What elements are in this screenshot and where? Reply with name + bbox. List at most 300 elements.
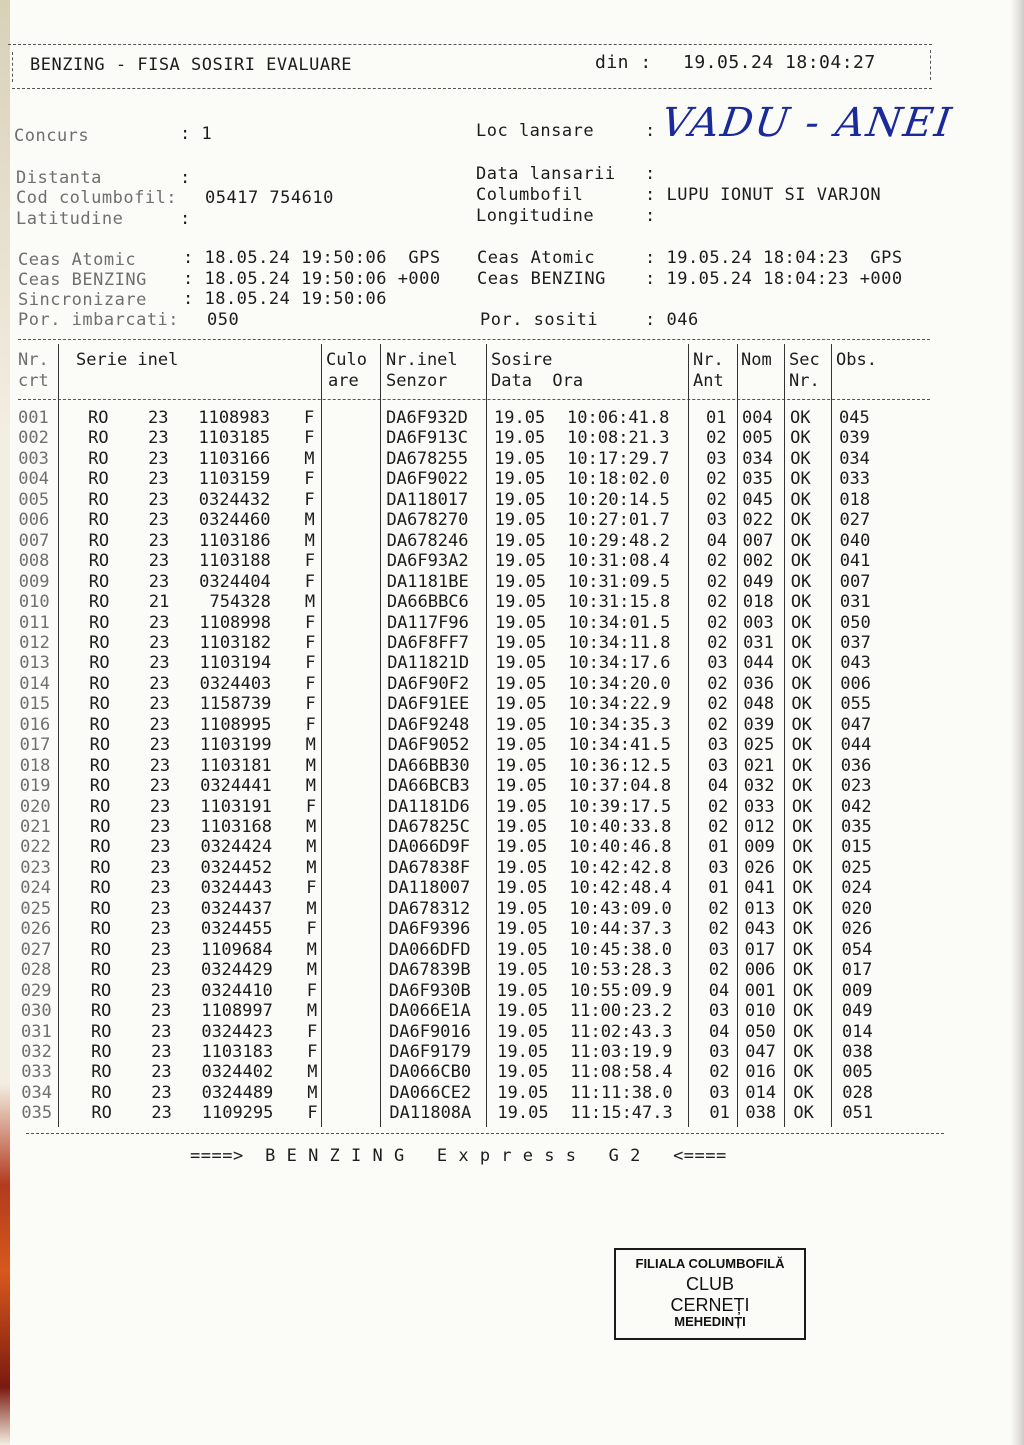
table-row	[0, 674, 1024, 695]
ceas-atomic-left-label: Ceas Atomic	[18, 250, 137, 270]
table-row	[0, 940, 1024, 961]
cell-sec-status: OK	[790, 592, 812, 613]
cell-nr-ant: 02	[707, 796, 729, 817]
cell-arrival-date: 19.05	[497, 1062, 549, 1083]
cell-ring-number: 0324441	[200, 776, 272, 797]
cell-nr-ant: 03	[708, 1001, 730, 1022]
cell-nr-ant: 04	[706, 530, 728, 551]
cell-sex: M	[305, 776, 317, 797]
cell-year: 23	[150, 939, 172, 960]
cell-country: RO	[90, 817, 111, 837]
table-row	[0, 715, 1024, 736]
cell-ring-number: 0324424	[200, 837, 273, 858]
cell-sex: F	[304, 489, 315, 510]
cell-obs: 031	[839, 592, 871, 613]
table-header-rule	[18, 399, 930, 400]
cell-sex: F	[307, 1103, 318, 1124]
cell-ring-number: 0324403	[199, 673, 272, 694]
table-bottom-rule	[26, 1133, 944, 1134]
cell-sex: F	[306, 919, 317, 940]
cell-nom: 009	[744, 837, 775, 858]
cell-obs: 017	[841, 960, 873, 981]
cell-nr-ant: 02	[706, 489, 727, 510]
cell-arrival-time: 10:36:12.5	[568, 755, 672, 776]
cell-nr-ant: 02	[707, 694, 728, 715]
cell-obs: 043	[840, 653, 871, 674]
cell-sensor: DA6F913C	[386, 428, 468, 449]
cell-sec-status: OK	[793, 1021, 814, 1042]
cell-nr-crt: 001	[18, 408, 49, 428]
cell-nom: 036	[743, 673, 775, 694]
ceas-atomic-right-label: Ceas Atomic	[477, 248, 596, 268]
cell-sensor: DA066D9F	[388, 837, 470, 858]
cell-obs: 044	[840, 735, 872, 756]
cell-arrival-date: 19.05	[496, 919, 548, 940]
cell-obs: 036	[840, 755, 872, 776]
table-row	[0, 613, 1024, 634]
cell-nr-crt: 026	[20, 919, 52, 940]
cell-sex: F	[305, 612, 316, 633]
cell-nom: 038	[745, 1103, 777, 1124]
cell-sec-status: OK	[792, 1001, 814, 1022]
cell-ring-number: 0324437	[200, 898, 273, 919]
cell-arrival-time: 10:45:38.0	[569, 939, 672, 960]
data-lansarii-label: Data lansarii	[476, 164, 616, 184]
cell-country: RO	[91, 1082, 112, 1103]
cell-country: RO	[88, 489, 109, 510]
table-row	[0, 572, 1024, 593]
cod-columbofil-value: 05417 754610	[205, 188, 334, 208]
cell-arrival-time: 11:03:19.9	[570, 1041, 673, 1062]
cell-arrival-time: 10:20:14.5	[567, 489, 670, 510]
cell-obs: 042	[840, 796, 872, 817]
cell-sensor: DA678255	[386, 448, 469, 469]
cell-arrival-date: 19.05	[495, 796, 548, 817]
cell-nom: 022	[742, 510, 774, 531]
cell-sex: M	[306, 939, 317, 960]
cell-arrival-time: 11:02:43.3	[570, 1021, 673, 1042]
cell-sex: M	[304, 448, 315, 469]
cell-sensor: DA678312	[388, 898, 471, 919]
cell-nr-ant: 01	[706, 408, 727, 428]
cell-obs: 040	[839, 530, 871, 551]
cell-arrival-date: 19.05	[495, 653, 547, 674]
cell-sex: M	[307, 1082, 318, 1103]
cell-arrival-date: 19.05	[494, 571, 546, 592]
cell-arrival-time: 11:00:23.2	[569, 1001, 673, 1022]
cell-arrival-date: 19.05	[496, 878, 548, 899]
th-nrant-1: Nr.	[693, 350, 724, 370]
cell-nr-crt: 016	[19, 714, 51, 735]
loc-lansare-label: Loc lansare	[476, 121, 595, 141]
cell-arrival-date: 19.05	[495, 755, 547, 776]
cell-year: 23	[150, 919, 171, 940]
cell-year: 23	[149, 714, 170, 735]
cell-sensor: DA066E1A	[388, 1001, 471, 1022]
cell-nr-ant: 03	[706, 510, 727, 531]
cell-ring-number: 1103166	[198, 448, 271, 469]
cell-nr-ant: 03	[707, 755, 729, 776]
cell-year: 21	[148, 592, 170, 613]
cell-obs: 047	[840, 714, 872, 735]
cell-sec-status: OK	[791, 694, 812, 715]
cell-year: 23	[149, 653, 170, 674]
cell-sex: F	[306, 980, 318, 1001]
cell-arrival-date: 19.05	[495, 714, 547, 735]
ceas-benzing-right-label: Ceas BENZING	[477, 269, 606, 289]
cell-nr-ant: 01	[708, 837, 729, 858]
cell-nom: 031	[743, 632, 774, 653]
concurs-value: : 1	[180, 124, 213, 144]
cell-arrival-date: 19.05	[496, 1001, 549, 1022]
cell-nom: 050	[745, 1021, 776, 1042]
cell-sex: F	[304, 408, 315, 428]
cell-sec-status: OK	[790, 530, 812, 551]
th-culoare-2: are	[328, 371, 359, 391]
cell-ring-number: 1108997	[201, 1001, 273, 1022]
cell-arrival-time: 10:39:17.5	[568, 796, 672, 817]
cell-sex: M	[305, 755, 316, 776]
cell-year: 23	[151, 1103, 172, 1124]
cell-nr-ant: 02	[708, 919, 729, 940]
cell-sec-status: OK	[793, 1082, 814, 1103]
cell-country: RO	[90, 857, 111, 878]
cell-country: RO	[90, 1001, 112, 1022]
cell-arrival-time: 10:27:01.7	[567, 510, 670, 531]
cell-ring-number: 0324402	[201, 1062, 274, 1083]
cell-year: 23	[149, 776, 171, 797]
cell-nr-ant: 03	[707, 735, 729, 756]
cell-nr-crt: 032	[21, 1041, 52, 1062]
cell-country: RO	[90, 919, 111, 940]
cell-sensor: DA6F91EE	[387, 694, 470, 715]
cell-sec-status: OK	[791, 735, 813, 756]
cell-year: 23	[150, 857, 171, 878]
stamp-line-2: CLUB	[685, 1273, 734, 1294]
cell-year: 23	[150, 837, 171, 858]
cell-sec-status: OK	[791, 632, 812, 653]
cell-year: 23	[148, 551, 170, 572]
cell-nom: 014	[745, 1082, 777, 1103]
cell-nr-crt: 006	[18, 510, 50, 531]
cell-ring-number: 1103199	[199, 735, 272, 756]
cell-year: 23	[148, 408, 169, 428]
cell-nr-ant: 02	[706, 469, 727, 490]
cell-nr-ant: 04	[708, 980, 730, 1001]
cell-year: 23	[151, 1041, 172, 1062]
cell-arrival-time: 10:53:28.3	[569, 960, 673, 981]
cell-sensor: DA66BBC6	[386, 592, 469, 613]
th-obs: Obs.	[836, 350, 877, 370]
table-row	[0, 694, 1024, 715]
cell-arrival-time: 10:37:04.8	[568, 776, 672, 797]
table-row	[0, 449, 1024, 470]
cell-ring-number: 0324460	[198, 510, 271, 531]
cell-arrival-time: 10:34:22.9	[568, 694, 671, 715]
cell-nom: 034	[742, 448, 773, 469]
loc-lansare-colon: :	[645, 121, 656, 141]
cell-ring-number: 0324429	[201, 960, 273, 981]
stamp-line-1: FILIALA COLUMBOFILĂ	[635, 1256, 785, 1271]
cell-arrival-time: 10:34:35.3	[568, 714, 671, 735]
cell-sensor: DA6F9052	[387, 735, 470, 756]
cell-nom: 043	[744, 919, 776, 940]
cell-arrival-date: 19.05	[494, 428, 546, 449]
por-imbarcati-value: 050	[207, 310, 240, 330]
cell-sex: F	[307, 1041, 318, 1062]
cell-nr-crt: 014	[19, 673, 51, 694]
cell-country: RO	[88, 592, 110, 613]
table-row	[0, 428, 1024, 449]
cell-nr-crt: 033	[21, 1062, 52, 1083]
cell-nr-ant: 02	[707, 714, 728, 735]
cell-obs: 006	[840, 673, 872, 694]
cell-nom: 049	[742, 571, 774, 592]
footer-brand: ====> B E N Z I N G E x p r e s s G 2 <====	[190, 1146, 727, 1166]
cell-arrival-date: 19.05	[496, 817, 548, 837]
cell-country: RO	[88, 408, 109, 428]
cell-year: 23	[148, 510, 169, 531]
table-row	[0, 919, 1024, 940]
cell-country: RO	[88, 571, 110, 592]
cell-country: RO	[88, 551, 110, 572]
cell-arrival-time: 11:08:58.4	[570, 1062, 673, 1083]
cell-arrival-date: 19.05	[496, 857, 548, 878]
table-row	[0, 878, 1024, 899]
cell-obs: 025	[841, 857, 872, 878]
cell-nr-ant: 02	[709, 1062, 730, 1083]
cell-arrival-time: 11:11:38.0	[570, 1082, 673, 1103]
latitudine-label: Latitudine	[16, 209, 124, 229]
cell-ring-number: 0324432	[198, 489, 271, 510]
cell-nr-crt: 029	[20, 980, 52, 1001]
table-row	[0, 1103, 1024, 1124]
report-date-value: 19.05.24 18:04:27	[683, 52, 876, 73]
distanta-label: Distanta	[16, 168, 102, 188]
cell-sex: M	[307, 1062, 318, 1083]
cell-sex: F	[305, 673, 316, 694]
cell-nr-crt: 015	[19, 694, 51, 715]
cell-obs: 015	[841, 837, 872, 858]
table-row	[0, 797, 1024, 818]
cell-year: 23	[148, 469, 169, 490]
cell-year: 23	[149, 796, 171, 817]
cell-nr-ant: 02	[708, 817, 729, 837]
table-row	[0, 653, 1024, 674]
header-right-rule	[930, 50, 931, 80]
cell-obs: 041	[839, 551, 871, 572]
cell-ring-number: 1103186	[198, 530, 271, 551]
cell-nr-crt: 019	[19, 776, 51, 797]
cell-ring-number: 1109295	[201, 1103, 274, 1124]
cell-arrival-date: 19.05	[497, 1082, 549, 1103]
cell-nr-crt: 017	[19, 735, 51, 756]
cell-nr-crt: 004	[18, 469, 50, 490]
cell-sensor: DA6F9248	[387, 714, 470, 735]
cell-obs: 027	[839, 510, 871, 531]
cell-sensor: DA066DFD	[388, 939, 471, 960]
cell-obs: 014	[842, 1021, 873, 1042]
cell-arrival-time: 10:55:09.9	[569, 980, 673, 1001]
ceas-benzing-left-label: Ceas BENZING	[18, 270, 147, 290]
cell-arrival-time: 10:40:33.8	[569, 817, 672, 837]
cell-sex: M	[305, 735, 316, 756]
cell-ring-number: 1103194	[199, 653, 272, 674]
cell-arrival-date: 19.05	[496, 898, 548, 919]
cell-year: 23	[149, 755, 171, 776]
loc-lansare-handwritten: VADU - ANEI	[658, 100, 956, 146]
cell-year: 23	[148, 530, 170, 551]
cell-sensor: DA066CB0	[389, 1062, 472, 1083]
club-stamp	[614, 1248, 806, 1340]
cell-nom: 047	[745, 1041, 776, 1062]
cell-nr-ant: 03	[708, 939, 730, 960]
cell-arrival-time: 10:06:41.8	[567, 408, 670, 428]
cell-nr-ant: 02	[707, 612, 728, 633]
cell-nr-crt: 009	[18, 571, 50, 592]
cell-sensor: DA1181BE	[386, 571, 469, 592]
cell-year: 23	[149, 673, 170, 694]
table-row	[0, 469, 1024, 490]
cell-sec-status: OK	[791, 755, 813, 776]
cell-obs: 024	[841, 878, 873, 899]
cell-nom: 021	[743, 755, 775, 776]
cell-sex: M	[304, 510, 315, 531]
cell-sensor: DA6F8FF7	[387, 632, 469, 653]
cell-country: RO	[89, 673, 110, 694]
cell-country: RO	[89, 735, 111, 756]
cell-ring-number: 0324455	[200, 919, 273, 940]
table-row	[0, 510, 1024, 531]
cell-sex: F	[304, 428, 315, 449]
cell-nr-crt: 003	[18, 448, 49, 469]
cell-year: 23	[150, 878, 171, 899]
cell-sex: F	[305, 632, 316, 653]
cell-ring-number: 0324410	[201, 980, 273, 1001]
cell-country: RO	[90, 980, 112, 1001]
cell-ring-number: 0324489	[201, 1082, 274, 1103]
cell-arrival-time: 11:15:47.3	[570, 1103, 673, 1124]
cell-arrival-date: 19.05	[494, 510, 546, 531]
cell-sensor: DA117F96	[387, 612, 469, 633]
cell-sec-status: OK	[790, 571, 812, 592]
cell-ring-number: 1103188	[199, 551, 271, 572]
cell-country: RO	[89, 776, 111, 797]
cell-country: RO	[91, 1103, 112, 1124]
cell-arrival-date: 19.05	[496, 960, 548, 981]
cell-arrival-date: 19.05	[496, 837, 548, 858]
cell-arrival-time: 10:43:09.0	[569, 898, 672, 919]
cell-nr-crt: 005	[18, 489, 50, 510]
th-sosire-1: Sosire	[491, 350, 553, 370]
th-nom: Nom	[741, 350, 772, 370]
table-row	[0, 858, 1024, 879]
cell-sensor: DA67825C	[388, 817, 470, 837]
cell-obs: 039	[839, 428, 870, 449]
cell-nom: 025	[743, 735, 775, 756]
cell-sec-status: OK	[791, 612, 812, 633]
cell-nr-crt: 008	[18, 551, 50, 572]
cell-nom: 001	[744, 980, 776, 1001]
cell-nom: 033	[743, 796, 775, 817]
cell-ring-number: 1108998	[199, 612, 271, 633]
cell-nr-crt: 034	[21, 1082, 53, 1103]
cell-ring-number: 1108995	[199, 714, 272, 735]
cell-country: RO	[89, 632, 110, 653]
cell-arrival-time: 10:29:48.2	[567, 530, 670, 551]
cell-sex: M	[304, 530, 315, 551]
cell-nr-ant: 02	[707, 632, 728, 653]
cell-sex: M	[306, 960, 317, 981]
cell-country: RO	[90, 898, 111, 919]
concurs-label: Concurs	[14, 126, 90, 146]
cell-nom: 010	[744, 1001, 776, 1022]
cell-nom: 032	[743, 776, 775, 797]
cod-columbofil-label: Cod columbofil:	[16, 188, 178, 208]
cell-arrival-date: 19.05	[497, 1041, 549, 1062]
cell-ring-number: 1103159	[198, 469, 271, 490]
table-row	[0, 592, 1024, 613]
cell-country: RO	[89, 653, 110, 674]
cell-sensor: DA6F9179	[389, 1041, 471, 1062]
table-row	[0, 1083, 1024, 1104]
cell-ring-number: 0324452	[200, 857, 273, 878]
cell-nr-crt: 011	[19, 612, 50, 633]
cell-nr-crt: 022	[20, 837, 51, 858]
cell-nr-crt: 035	[21, 1103, 53, 1124]
cell-nr-crt: 018	[19, 755, 51, 776]
cell-obs: 049	[841, 1001, 873, 1022]
cell-sex: F	[304, 469, 315, 490]
cell-obs: 037	[840, 632, 871, 653]
cell-sec-status: OK	[791, 776, 813, 797]
cell-nr-crt: 010	[18, 592, 50, 613]
cell-sensor: DA6F932D	[386, 408, 468, 428]
cell-nr-ant: 04	[707, 776, 729, 797]
cell-arrival-date: 19.05	[494, 489, 546, 510]
cell-nr-ant: 02	[708, 898, 729, 919]
cell-country: RO	[90, 878, 111, 899]
stamp-line-3: CERNEȚI	[670, 1294, 750, 1315]
th-sec-2: Nr.	[789, 371, 820, 391]
report-title: BENZING - FISA SOSIRI EVALUARE	[30, 55, 353, 75]
th-nrinel-2: Senzor	[386, 371, 448, 391]
cell-ring-number: 1103185	[198, 428, 271, 449]
cell-country: RO	[88, 428, 109, 449]
cell-sex: M	[306, 837, 317, 858]
cell-sensor: DA67839B	[388, 960, 471, 981]
cell-obs: 051	[842, 1103, 874, 1124]
cell-sex: F	[305, 714, 316, 735]
cell-ring-number: 0324443	[200, 878, 273, 899]
cell-sex: M	[304, 592, 316, 613]
cell-country: RO	[89, 612, 110, 633]
cell-arrival-time: 10:18:02.0	[567, 469, 670, 490]
table-row	[0, 408, 1024, 429]
por-sositi-label: Por. sositi	[480, 310, 599, 330]
cell-nom: 017	[744, 939, 776, 960]
header-bottom-rule	[12, 88, 932, 89]
columbofil-label: Columbofil	[476, 185, 584, 205]
th-crt: crt	[18, 371, 49, 391]
columbofil-value: : LUPU IONUT SI VARJON	[645, 185, 882, 205]
cell-country: RO	[89, 714, 110, 735]
longitudine-label: Longitudine	[476, 206, 595, 226]
table-row	[0, 776, 1024, 797]
cell-sensor: DA67838F	[388, 857, 471, 878]
cell-year: 23	[150, 980, 172, 1001]
ceas-atomic-left-value: : 18.05.24 19:50:06 GPS	[183, 248, 441, 268]
